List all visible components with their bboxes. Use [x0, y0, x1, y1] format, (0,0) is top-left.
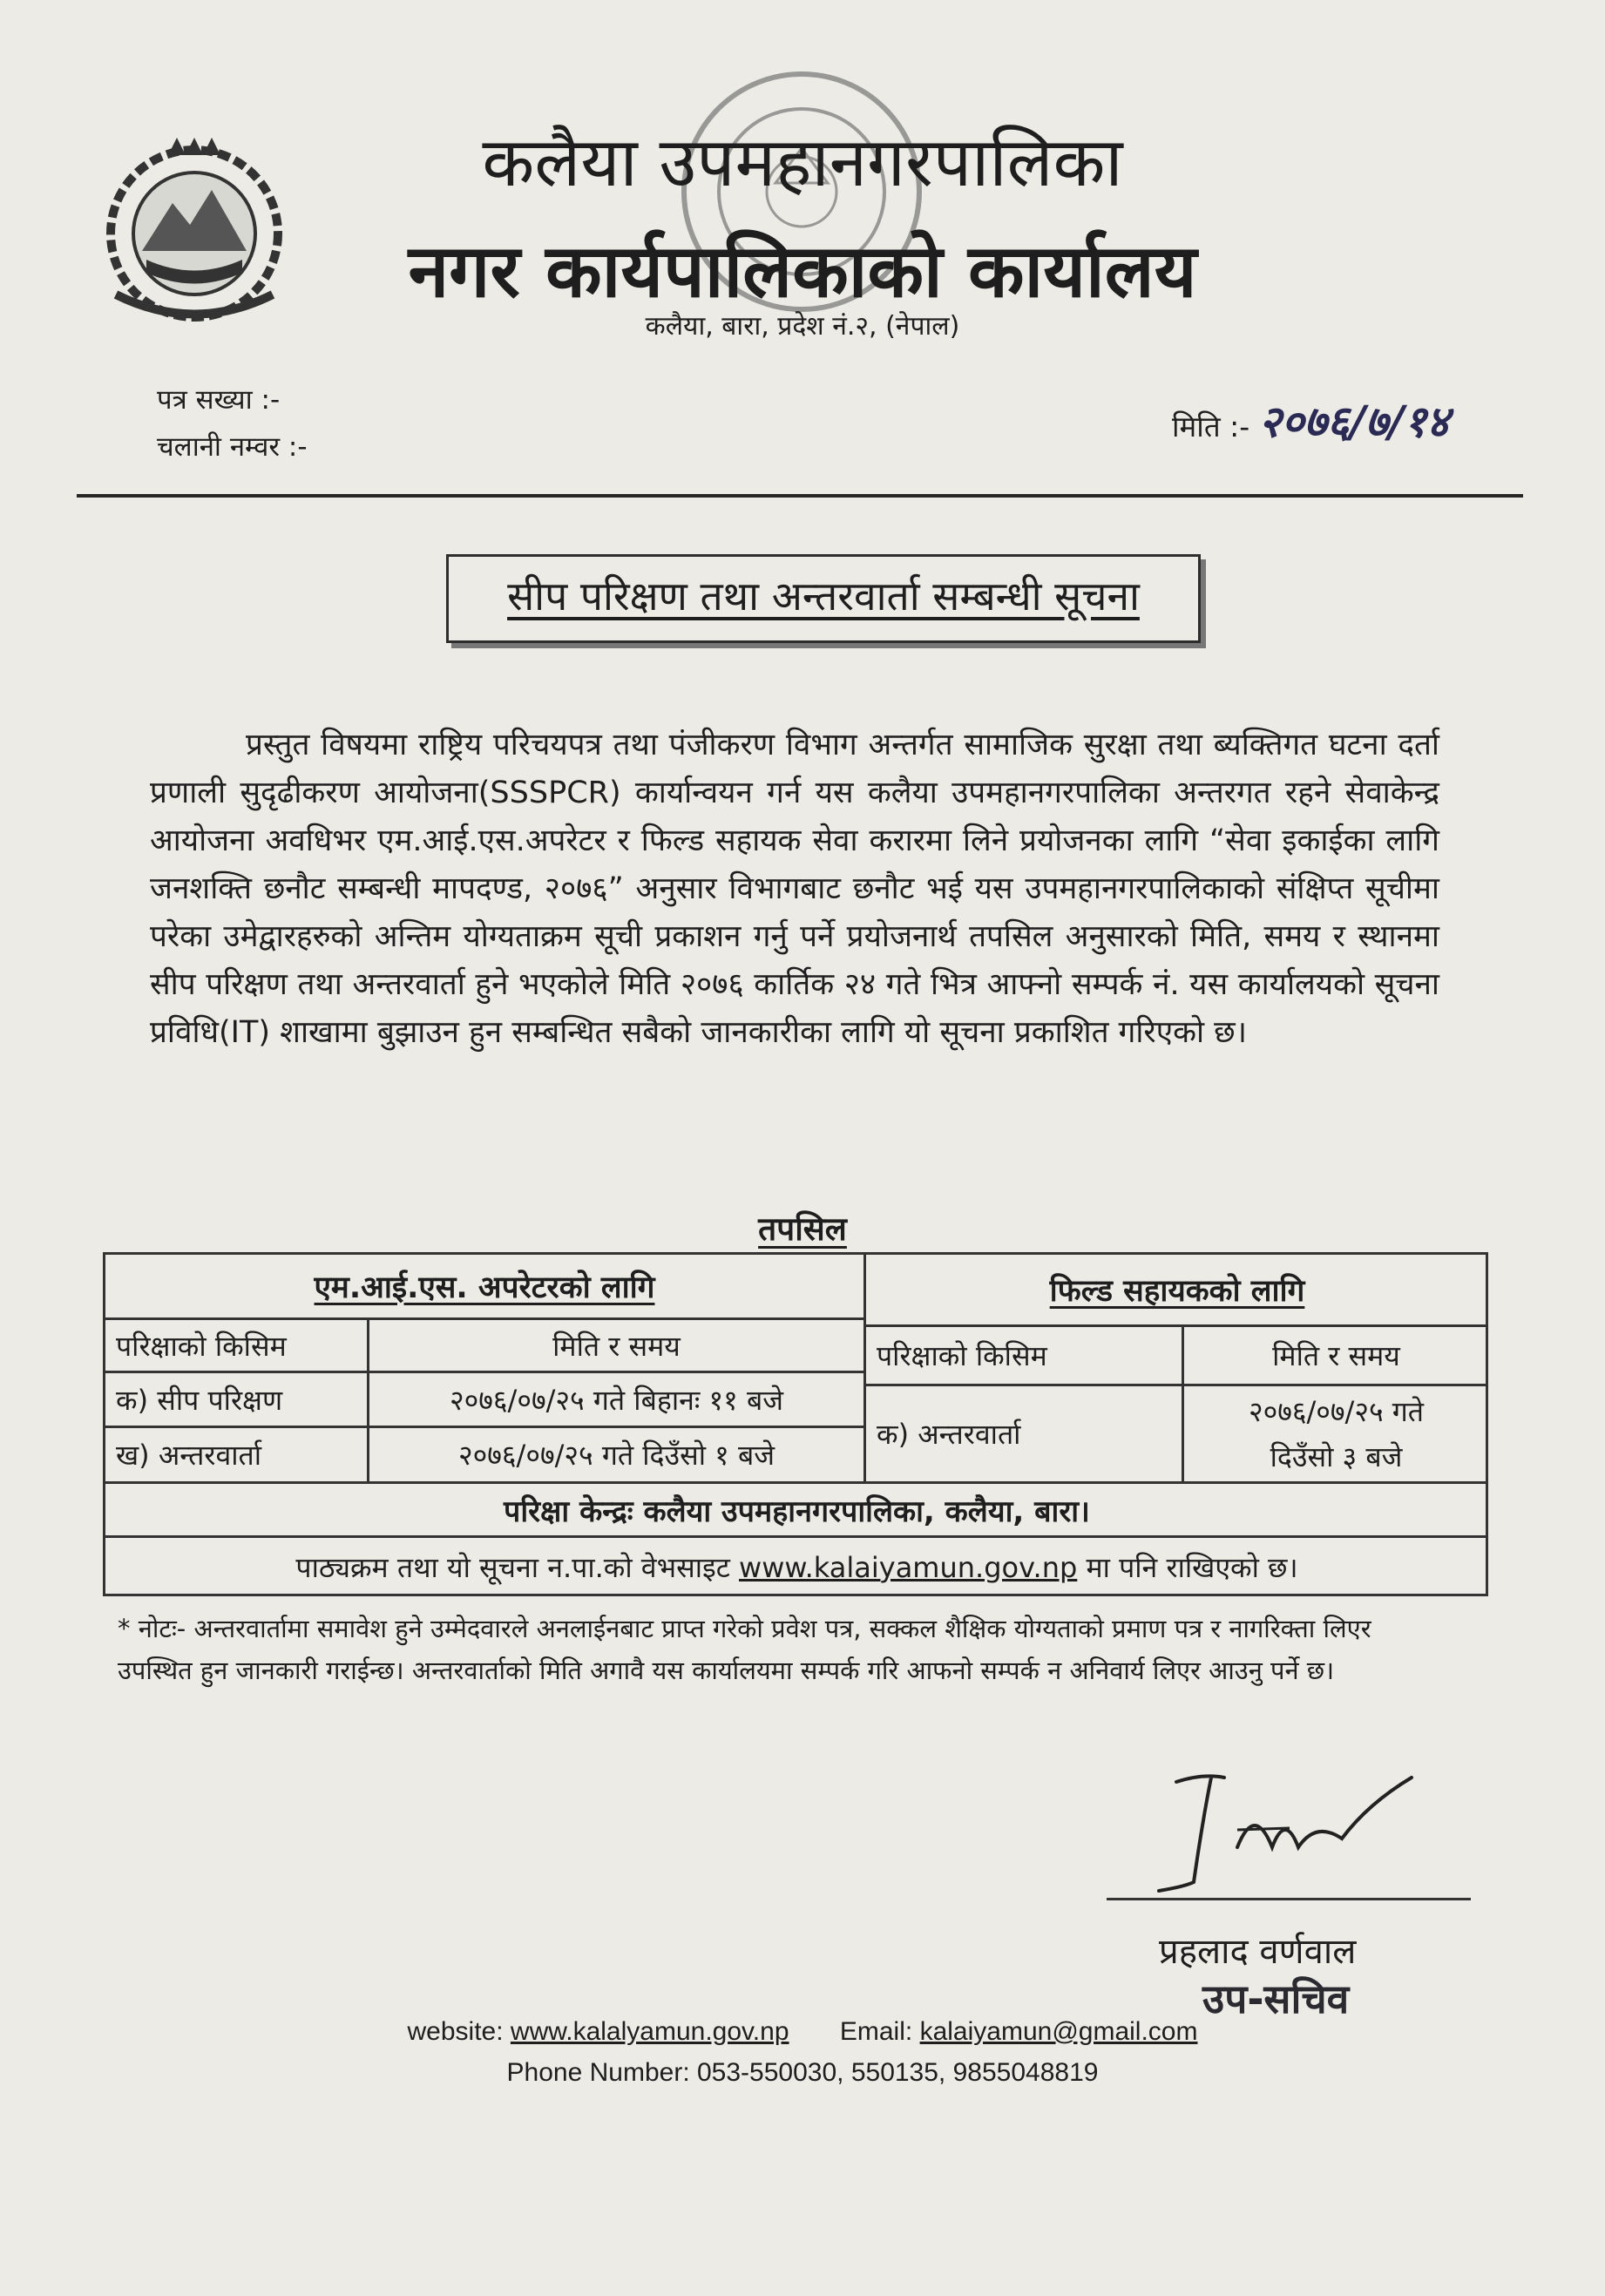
date-value: २०७६/७/१४	[1258, 396, 1450, 447]
field-col-datetime: मिति र समय	[1272, 1339, 1400, 1372]
mis-row-1-datetime: २०७६/०७/२५ गते बिहानः ११ बजे	[450, 1383, 783, 1417]
website-notice-link[interactable]: www.kalaiyamun.gov.np	[739, 1550, 1078, 1584]
mis-col-datetime: मिति र समय	[552, 1329, 681, 1363]
notice-title: सीप परिक्षण तथा अन्तरवार्ता सम्बन्धी सूचना	[507, 572, 1140, 620]
mis-row-2-type: ख) अन्तरवार्ता	[116, 1439, 262, 1472]
date-label: मिति :-	[1172, 410, 1250, 444]
schedule-heading: तपसिल	[758, 1210, 847, 1248]
footer-phone-value: 053-550030, 550135, 9855048819	[697, 2058, 1099, 2087]
notice-body: प्रस्तुत विषयमा राष्ट्रिय परिचयपत्र तथा पंजीकरण विभाग अन्तर्गत सामाजिक सुरक्षा तथा ब्यक्तिगत घटना दर्ता प्रणाली सुदृढीकरण आयोजना(SSSPCR) कार्यान्वयन गर्न यस कलैया उपमहानगरपालिका अन्तरगत रहने सेवाकेन्द्र आयोजना अवधिभर एम.आई.एस.अपरेटर र फिल्ड सहायक सेवा करारमा लिने प्रयोजनका लागि “सेवा इकाईका लागि जनशक्ति छनौट सम्बन्धी मापदण्ड, २०७६” अनुसार विभागबाट छनौट भई यस उपमहानगरपालिकाको संक्षिप्त सूचीमा परेका उमेद्वारहरुको अन्तिम योग्यताक्रम सूची प्रकाशन गर्नु पर्ने प्रयोजनार्थ तपसिल अनुसारको मिति, समय र स्थानमा सीप परिक्षण तथा अन्तरवार्ता हुने भएकोले मिति २०७६ कार्तिक २४ गते भित्र आफ्नो सम्पर्क नं. यस कार्यालयको सूचना प्रविधि(IT) शाखामा बुझाउन हुन सम्बन्धित सबैको जानकारीका लागि यो सूचना प्रकाशित गरिएको छ।	[150, 728, 1439, 1050]
org-name-line1: कलैया उपमहानगरपालिका	[482, 124, 1123, 202]
reference-block	[157, 376, 308, 471]
footer-contact	[0, 2017, 1605, 2047]
mis-operator-header: एम.आई.एस. अपरेटरको लागि	[314, 1270, 655, 1305]
website-notice	[105, 1538, 1488, 1596]
mis-row-2-datetime: २०७६/०७/२५ गते दिउँसो १ बजे	[457, 1439, 775, 1472]
schedule-table	[103, 1252, 1488, 1596]
org-address: कलैया, बारा, प्रदेश नं.२, (नेपाल)	[645, 311, 960, 342]
website-notice-post: मा पनि राखिएको छ।	[1086, 1551, 1298, 1584]
footer-phone	[0, 2058, 1605, 2088]
footer-email-link[interactable]: kalaiyamun@gmail.com	[919, 2017, 1198, 2046]
header-divider	[77, 494, 1523, 498]
mis-col-exam-type: परिक्षाको किसिम	[116, 1329, 287, 1363]
letter-number-label: पत्र सख्या :-	[157, 384, 281, 416]
footer-website-link[interactable]: www.kalalyamun.gov.np	[510, 2017, 789, 2046]
footer-phone-label: Phone Number:	[506, 2058, 690, 2087]
exam-center: परिक्षा केन्द्रः कलैया उपमहानगरपालिका, कलैया, बारा।	[504, 1493, 1090, 1529]
mis-row-1-type: क) सीप परिक्षण	[116, 1383, 283, 1417]
dispatch-number-label: चलानी नम्वर :-	[157, 431, 308, 463]
handwritten-signature	[1141, 1751, 1429, 1895]
field-row-1-datetime	[1184, 1386, 1488, 1481]
website-notice-pre: पाठ्यक्रम तथा यो सूचना न.पा.को वेभसाइट	[295, 1551, 730, 1584]
field-col-exam-type: परिक्षाको किसिम	[877, 1339, 1047, 1372]
field-assistant-header: फिल्ड सहायकको लागि	[1049, 1273, 1305, 1309]
field-row-1-date: २०७६/०७/२५ गते	[1248, 1394, 1425, 1428]
footer-email-label: Email:	[839, 2017, 913, 2046]
signer-name: प्रहलाद वर्णवाल	[1159, 1932, 1357, 1972]
org-name-line2: नगर कार्यपालिकाको कार्यालय	[408, 227, 1197, 314]
footer-website-label: website:	[407, 2017, 504, 2046]
signature-line	[1107, 1898, 1471, 1900]
notice-title-box	[446, 554, 1201, 643]
signer-designation: उप-सचिव	[1202, 1975, 1350, 2022]
field-row-1-type: क) अन्तरवार्ता	[877, 1418, 1021, 1451]
field-row-1-time: दिउँसो ३ बजे	[1270, 1439, 1403, 1473]
instruction-note: * नोटः- अन्तरवार्तामा समावेश हुने उम्मेदवारले अनलाईनबाट प्राप्त गरेको प्रवेश पत्र, सक्कल शैक्षिक योग्यताको प्रमाण पत्र र नागरिक्ता लिएर उपस्थित हुन जानकारी गराईन्छ। अन्तरवार्ताको मिति अगावै यस कार्यालयमा सम्पर्क गरि आफनो सम्पर्क न अनिवार्य लिएर आउनु पर्ने छ।	[118, 1614, 1371, 1685]
date-block	[1172, 390, 1449, 450]
